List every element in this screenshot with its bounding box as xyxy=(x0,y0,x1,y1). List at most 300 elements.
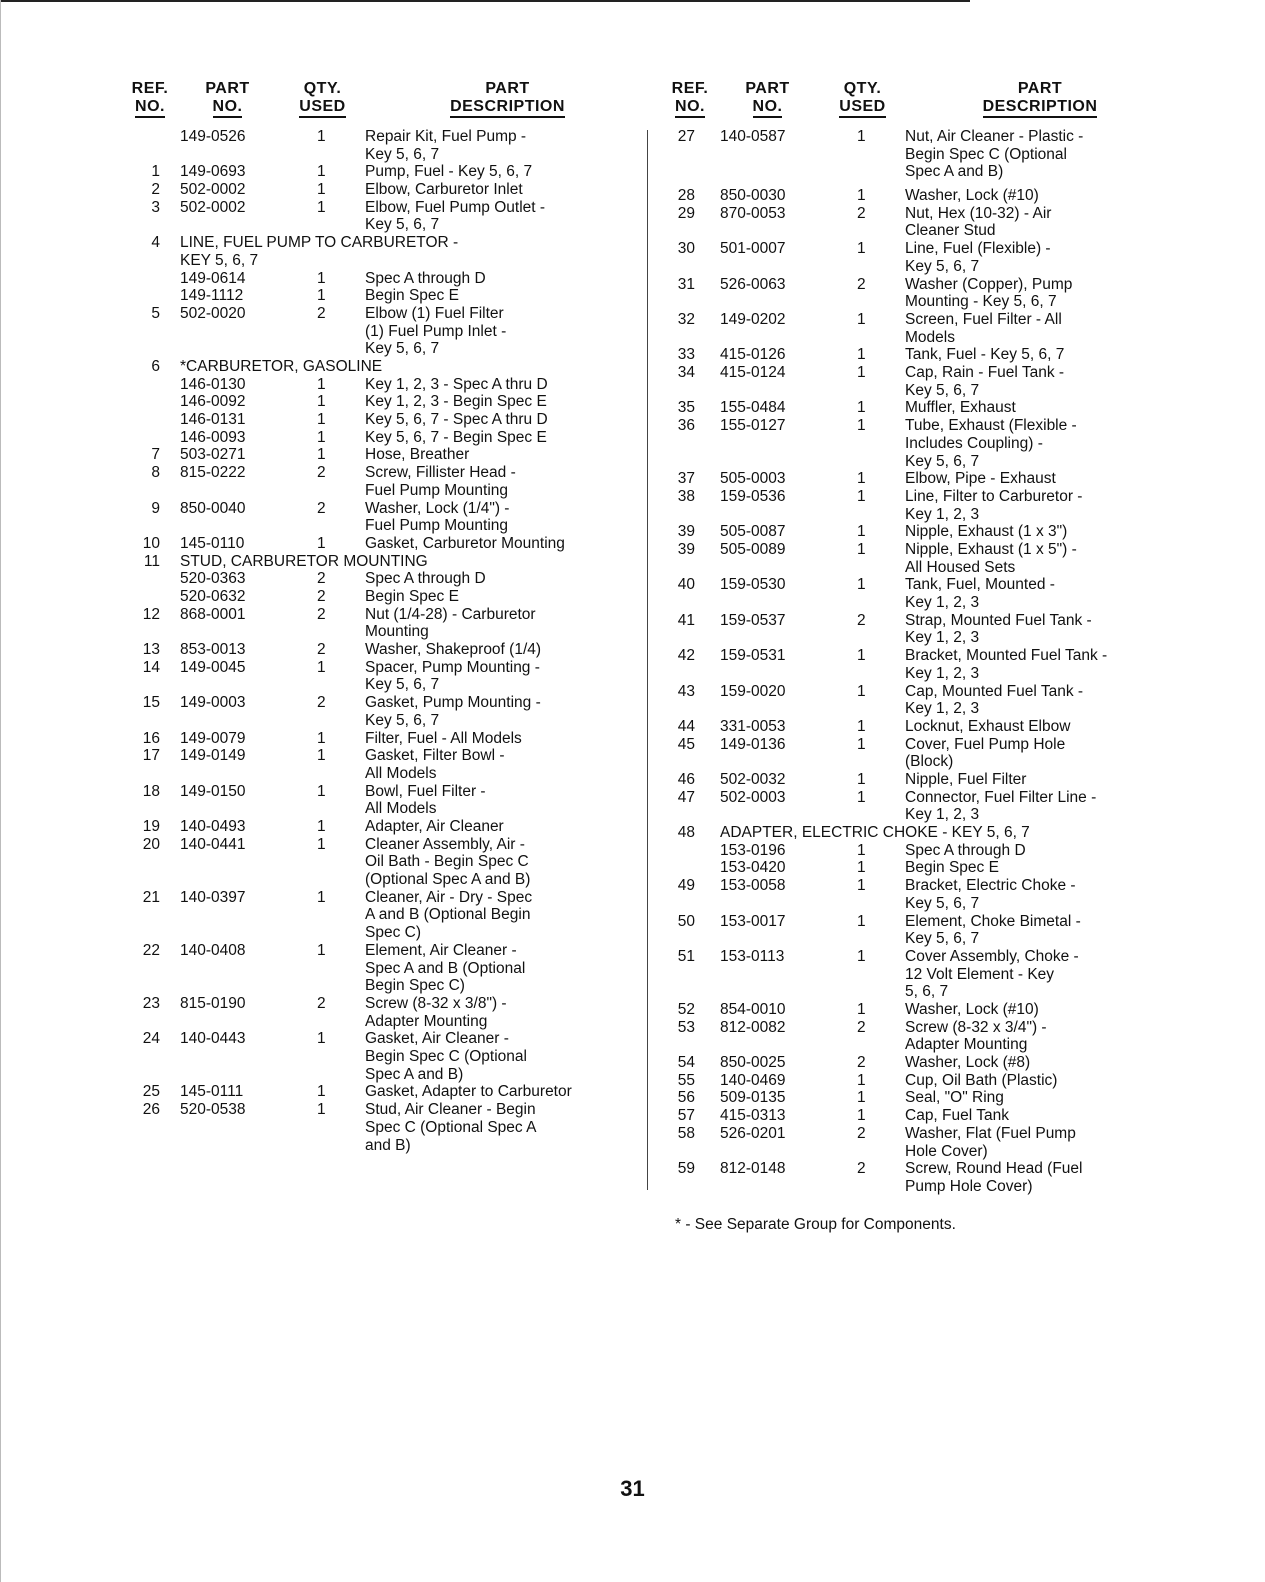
part-no-cell: 140-0397 xyxy=(180,888,246,906)
description-cell: Adapter, Air Cleaner xyxy=(365,817,504,835)
qty-cell: 1 xyxy=(857,1089,866,1107)
qty-cell: 1 xyxy=(317,198,326,216)
table-row xyxy=(665,736,1175,771)
ref-no-cell: 23 xyxy=(142,994,160,1012)
description-cell: Pump, Fuel - Key 5, 6, 7 xyxy=(365,163,533,181)
part-no-cell: 140-0408 xyxy=(180,941,246,959)
table-row xyxy=(120,181,640,199)
part-no-cell: 502-0003 xyxy=(720,788,786,806)
part-no-cell: 146-0130 xyxy=(180,375,246,393)
table-row xyxy=(665,311,1175,346)
qty-cell: 1 xyxy=(317,375,326,393)
ref-no-cell: 31 xyxy=(677,275,695,293)
part-no-cell: 520-0363 xyxy=(180,570,246,588)
table-row xyxy=(120,1083,640,1101)
table-row xyxy=(665,488,1175,523)
description-cell: Key 1, 2, 3 - Spec A thru D xyxy=(365,375,548,393)
description-cell: Tank, Fuel, Mounted - Key 1, 2, 3 xyxy=(905,576,1055,612)
column-divider xyxy=(647,130,648,1190)
ref-no-cell: 36 xyxy=(677,417,695,435)
ref-no-cell: 14 xyxy=(142,658,160,676)
qty-cell: 1 xyxy=(317,835,326,853)
description-cell: Screen, Fuel Filter - All Models xyxy=(905,310,1062,346)
table-row xyxy=(665,187,1175,205)
qty-cell: 1 xyxy=(317,181,326,199)
description-cell: Spec A through D xyxy=(905,841,1026,859)
table-row xyxy=(120,446,640,464)
part-no-cell: 520-0538 xyxy=(180,1101,246,1119)
table-row xyxy=(120,305,640,358)
table-row xyxy=(120,995,640,1030)
ref-no-cell: 47 xyxy=(677,788,695,806)
table-row xyxy=(665,1054,1175,1072)
ref-no-cell: 39 xyxy=(677,540,695,558)
qty-cell: 1 xyxy=(857,470,866,488)
description-cell: Cover Assembly, Choke - 12 Volt Element - Key 5, 6, 7 xyxy=(905,947,1079,1001)
part-no-cell: 815-0190 xyxy=(180,994,246,1012)
table-row xyxy=(120,128,640,163)
description-cell: Spec A through D xyxy=(365,570,486,588)
qty-cell: 2 xyxy=(317,464,326,482)
table-row xyxy=(120,464,640,499)
table-row xyxy=(665,913,1175,948)
qty-cell: 1 xyxy=(857,1107,866,1125)
ref-no-cell: 58 xyxy=(677,1124,695,1142)
table-row xyxy=(120,783,640,818)
ref-no-cell: 17 xyxy=(142,747,160,765)
part-no-cell: 159-0536 xyxy=(720,487,786,505)
part-no-cell: 140-0441 xyxy=(180,835,246,853)
table-row xyxy=(120,163,640,181)
part-no-cell: 526-0201 xyxy=(720,1124,786,1142)
ref-no-cell: 13 xyxy=(142,641,160,659)
table-row xyxy=(120,252,640,270)
qty-cell: 1 xyxy=(857,877,866,895)
qty-cell: 1 xyxy=(317,128,326,145)
part-no-cell: 149-0693 xyxy=(180,163,246,181)
table-row xyxy=(120,1030,640,1083)
ref-no-cell: 5 xyxy=(151,304,160,322)
part-no-cell: 853-0013 xyxy=(180,641,246,659)
qty-used-header: QTY. USED xyxy=(825,80,900,116)
description-cell: Locknut, Exhaust Elbow xyxy=(905,717,1071,735)
part-no-cell: 505-0089 xyxy=(720,540,786,558)
qty-cell: 1 xyxy=(317,287,326,305)
qty-cell: 1 xyxy=(857,576,866,594)
table-row xyxy=(665,948,1175,1001)
table-row xyxy=(665,1019,1175,1054)
qty-cell: 1 xyxy=(857,240,866,258)
qty-cell: 1 xyxy=(317,428,326,446)
ref-no-cell: 39 xyxy=(677,523,695,541)
part-no-cell: ADAPTER, ELECTRIC CHOKE - KEY 5, 6, 7 xyxy=(720,824,1030,842)
qty-cell: 1 xyxy=(317,534,326,552)
qty-cell: 2 xyxy=(317,694,326,712)
qty-cell: 1 xyxy=(317,411,326,429)
part-no-cell: LINE, FUEL PUMP TO CARBURETOR - xyxy=(180,234,459,252)
qty-cell: 1 xyxy=(857,771,866,788)
description-header: PART DESCRIPTION xyxy=(375,80,640,116)
table-row xyxy=(120,287,640,305)
ref-no-cell: 55 xyxy=(677,1071,695,1089)
table-row xyxy=(665,824,1175,842)
qty-cell: 1 xyxy=(857,1071,866,1089)
qty-cell: 2 xyxy=(857,204,866,222)
description-cell: Begin Spec E xyxy=(905,859,999,877)
qty-cell: 2 xyxy=(317,605,326,623)
description-cell: Strap, Mounted Fuel Tank - Key 1, 2, 3 xyxy=(905,611,1092,647)
part-no-cell: 812-0148 xyxy=(720,1160,786,1178)
part-no-cell: 153-0113 xyxy=(720,947,785,965)
part-no-cell: 850-0025 xyxy=(720,1054,786,1072)
table-row xyxy=(120,1101,640,1154)
part-no-cell: 153-0196 xyxy=(720,841,786,859)
ref-no-cell: 56 xyxy=(677,1089,695,1107)
ref-no-cell: 2 xyxy=(151,181,160,199)
description-cell: Bracket, Mounted Fuel Tank - Key 1, 2, 3 xyxy=(905,647,1108,682)
qty-cell: 2 xyxy=(317,994,326,1012)
ref-no-cell: 20 xyxy=(142,835,160,853)
top-border xyxy=(0,0,970,2)
table-row xyxy=(665,842,1175,860)
table-row xyxy=(665,789,1175,824)
table-row xyxy=(120,393,640,411)
ref-no-header: REF. NO. xyxy=(120,80,180,116)
part-no-cell: 140-0493 xyxy=(180,817,246,835)
table-header xyxy=(120,80,640,128)
qty-cell: 1 xyxy=(857,647,866,665)
part-no-cell: 149-0202 xyxy=(720,310,786,328)
qty-cell: 1 xyxy=(317,1030,326,1048)
ref-no-cell: 48 xyxy=(677,824,695,842)
part-no-header: PART NO. xyxy=(180,80,275,116)
ref-no-cell: 57 xyxy=(677,1107,695,1125)
description-cell: Washer, Flat (Fuel Pump Hole Cover) xyxy=(905,1124,1076,1160)
description-cell: Muffler, Exhaust xyxy=(905,399,1016,417)
table-row xyxy=(120,730,640,748)
table-row xyxy=(665,240,1175,275)
table-row xyxy=(665,346,1175,364)
ref-no-cell: 6 xyxy=(151,358,160,375)
table-row xyxy=(665,399,1175,417)
part-no-cell: 153-0420 xyxy=(720,859,786,877)
qty-cell: 2 xyxy=(857,1054,866,1072)
part-no-cell: 145-0111 xyxy=(180,1083,244,1101)
description-cell: Cleaner, Air - Dry - Spec A and B (Optional Begin Spec C) xyxy=(365,888,533,942)
qty-cell: 2 xyxy=(317,304,326,322)
ref-no-cell: 41 xyxy=(677,611,695,629)
qty-cell: 1 xyxy=(857,682,866,700)
part-no-cell: 159-0530 xyxy=(720,576,786,594)
ref-no-cell: 18 xyxy=(142,782,160,800)
ref-no-cell: 22 xyxy=(142,941,160,959)
part-no-cell: 870-0053 xyxy=(720,204,786,222)
table-row xyxy=(665,1001,1175,1019)
qty-cell: 2 xyxy=(857,1124,866,1142)
description-cell: Spec A through D xyxy=(365,269,486,287)
table-row xyxy=(665,1125,1175,1160)
qty-cell: 1 xyxy=(857,788,866,806)
ref-no-cell: 35 xyxy=(677,399,695,417)
part-no-cell: 149-0150 xyxy=(180,782,246,800)
table-row xyxy=(120,588,640,606)
description-cell: Gasket, Adapter to Carburetor xyxy=(365,1083,572,1101)
part-no-cell: 854-0010 xyxy=(720,1001,786,1019)
ref-no-cell: 38 xyxy=(677,487,695,505)
qty-cell: 1 xyxy=(857,841,866,859)
ref-no-cell: 16 xyxy=(142,729,160,747)
part-no-cell: 331-0053 xyxy=(720,717,786,735)
table-row xyxy=(665,1107,1175,1125)
ref-no-cell: 15 xyxy=(142,694,160,712)
ref-no-cell: 19 xyxy=(142,817,160,835)
description-cell: Washer, Shakeproof (1/4) xyxy=(365,641,542,659)
part-no-cell: 149-0614 xyxy=(180,269,246,287)
table-row xyxy=(665,771,1175,789)
description-cell: Element, Choke Bimetal - Key 5, 6, 7 xyxy=(905,912,1081,948)
part-no-cell: 149-0003 xyxy=(180,694,246,712)
part-no-cell: 505-0087 xyxy=(720,523,786,541)
part-no-cell: 850-0040 xyxy=(180,499,246,517)
ref-no-cell: 45 xyxy=(677,735,695,753)
description-cell: Nipple, Exhaust (1 x 3") xyxy=(905,523,1068,541)
description-cell: Tube, Exhaust (Flexible - Includes Coupling) - Key 5, 6, 7 xyxy=(905,417,1077,470)
ref-no-cell: 1 xyxy=(151,163,160,181)
description-cell: Begin Spec E xyxy=(365,287,459,305)
part-no-cell: STUD, CARBURETOR MOUNTING xyxy=(180,552,428,570)
table-row xyxy=(120,411,640,429)
table-row xyxy=(665,718,1175,736)
ref-no-cell: 37 xyxy=(677,470,695,488)
description-cell: Elbow, Fuel Pump Outlet - Key 5, 6, 7 xyxy=(365,198,546,234)
description-cell: Seal, "O" Ring xyxy=(905,1089,1004,1107)
part-no-header: PART NO. xyxy=(720,80,815,116)
description-cell: Key 1, 2, 3 - Begin Spec E xyxy=(365,393,547,411)
ref-no-cell: 30 xyxy=(677,240,695,258)
description-cell: Begin Spec E xyxy=(365,587,459,605)
description-cell: Screw (8-32 x 3/8") - Adapter Mounting xyxy=(365,994,507,1030)
qty-cell: 1 xyxy=(317,817,326,835)
part-no-cell: 149-0079 xyxy=(180,729,246,747)
ref-no-cell: 21 xyxy=(142,888,160,906)
part-no-cell: 153-0017 xyxy=(720,912,786,930)
description-cell: Nipple, Fuel Filter xyxy=(905,771,1027,788)
ref-no-cell: 49 xyxy=(677,877,695,895)
description-cell: Element, Air Cleaner - Spec A and B (Optional Begin Spec C) xyxy=(365,941,526,995)
ref-no-cell: 59 xyxy=(677,1160,695,1178)
ref-no-cell: 44 xyxy=(677,717,695,735)
table-row xyxy=(665,647,1175,682)
description-cell: Stud, Air Cleaner - Begin Spec C (Optional Spec A and B) xyxy=(365,1101,537,1154)
table-row xyxy=(665,523,1175,541)
description-cell: Nipple, Exhaust (1 x 5") - All Housed Sets xyxy=(905,540,1077,576)
qty-cell: 1 xyxy=(857,310,866,328)
ref-no-cell: 26 xyxy=(142,1101,160,1119)
part-no-cell: KEY 5, 6, 7 xyxy=(180,251,259,269)
part-no-cell: 520-0632 xyxy=(180,587,246,605)
qty-cell: 1 xyxy=(857,717,866,735)
description-cell: Elbow (1) Fuel Filter (1) Fuel Pump Inlet - Key 5, 6, 7 xyxy=(365,304,507,358)
part-no-cell: 415-0313 xyxy=(720,1107,786,1125)
table-row xyxy=(120,234,640,252)
description-cell: Elbow, Pipe - Exhaust xyxy=(905,470,1056,488)
qty-cell: 2 xyxy=(857,611,866,629)
description-cell: Gasket, Air Cleaner - Begin Spec C (Optional Spec A and B) xyxy=(365,1030,527,1083)
qty-cell: 1 xyxy=(317,729,326,747)
description-cell: Screw, Round Head (Fuel Pump Hole Cover) xyxy=(905,1160,1083,1195)
table-row xyxy=(120,747,640,782)
table-row xyxy=(665,541,1175,576)
qty-cell: 1 xyxy=(857,399,866,417)
ref-no-cell: 34 xyxy=(677,364,695,382)
part-no-cell: 509-0135 xyxy=(720,1089,786,1107)
part-no-cell: 868-0001 xyxy=(180,605,246,623)
part-no-cell: 149-0136 xyxy=(720,735,786,753)
qty-used-header: QTY. USED xyxy=(285,80,360,116)
description-cell: Bracket, Electric Choke - Key 5, 6, 7 xyxy=(905,877,1076,912)
ref-no-cell: 53 xyxy=(677,1018,695,1036)
ref-no-cell: 24 xyxy=(142,1030,160,1048)
description-cell: Gasket, Pump Mounting - Key 5, 6, 7 xyxy=(365,694,541,729)
ref-no-cell: 50 xyxy=(677,912,695,930)
description-cell: Cup, Oil Bath (Plastic) xyxy=(905,1071,1058,1089)
part-no-cell: 850-0030 xyxy=(720,187,786,205)
page-number: 31 xyxy=(620,1476,645,1501)
ref-no-cell: 51 xyxy=(677,947,695,965)
table-row xyxy=(120,358,640,376)
table-row xyxy=(120,942,640,995)
description-cell: Washer, Lock (#8) xyxy=(905,1054,1031,1072)
description-cell: Cover, Fuel Pump Hole (Block) xyxy=(905,735,1066,771)
ref-no-cell: 28 xyxy=(677,187,695,205)
table-row xyxy=(120,889,640,942)
qty-cell: 1 xyxy=(857,487,866,505)
part-no-cell: 155-0127 xyxy=(720,417,786,435)
footnote: * - See Separate Group for Components. xyxy=(675,1216,956,1233)
part-no-cell: 159-0531 xyxy=(720,647,786,665)
part-no-cell: 502-0032 xyxy=(720,771,786,788)
qty-cell: 2 xyxy=(857,1160,866,1178)
qty-cell: 1 xyxy=(317,1083,326,1101)
qty-cell: 1 xyxy=(317,1101,326,1119)
left-parts-column xyxy=(120,80,640,1154)
qty-cell: 1 xyxy=(317,269,326,287)
part-no-cell: 502-0002 xyxy=(180,181,246,199)
part-no-cell: 146-0131 xyxy=(180,411,246,429)
qty-cell: 1 xyxy=(857,364,866,382)
qty-cell: 1 xyxy=(857,947,866,965)
table-row xyxy=(120,553,640,571)
part-no-cell: *CARBURETOR, GASOLINE xyxy=(180,358,383,375)
ref-no-cell: 25 xyxy=(142,1083,160,1101)
part-no-cell: 159-0537 xyxy=(720,611,786,629)
qty-cell: 1 xyxy=(857,912,866,930)
description-cell: Washer, Lock (#10) xyxy=(905,1001,1039,1019)
table-row xyxy=(120,500,640,535)
part-no-cell: 140-0443 xyxy=(180,1030,246,1048)
table-row xyxy=(120,659,640,694)
ref-no-cell: 32 xyxy=(677,310,695,328)
description-cell: Washer, Lock (#10) xyxy=(905,187,1039,205)
description-cell: Connector, Fuel Filter Line - Key 1, 2, 3 xyxy=(905,788,1097,824)
table-row xyxy=(665,470,1175,488)
qty-cell: 1 xyxy=(317,888,326,906)
table-row xyxy=(665,1072,1175,1090)
part-no-cell: 149-0149 xyxy=(180,747,246,765)
left-edge xyxy=(0,0,1,1582)
part-no-cell: 159-0020 xyxy=(720,682,786,700)
qty-cell: 1 xyxy=(317,747,326,765)
description-cell: Gasket, Carburetor Mounting xyxy=(365,534,565,552)
qty-cell: 1 xyxy=(317,782,326,800)
ref-no-cell: 27 xyxy=(677,128,695,145)
description-cell: Nut (1/4-28) - Carburetor Mounting xyxy=(365,605,536,641)
part-no-cell: 146-0093 xyxy=(180,428,246,446)
ref-no-cell: 8 xyxy=(151,464,160,482)
description-cell: Screw, Fillister Head - Fuel Pump Mounting xyxy=(365,464,516,499)
ref-no-cell: 54 xyxy=(677,1054,695,1072)
description-cell: Washer, Lock (1/4") - Fuel Pump Mounting xyxy=(365,499,510,535)
table-row xyxy=(665,128,1175,187)
qty-cell: 1 xyxy=(317,446,326,464)
ref-no-cell: 3 xyxy=(151,198,160,216)
table-row xyxy=(665,276,1175,311)
ref-no-cell: 46 xyxy=(677,771,695,788)
table-row xyxy=(120,818,640,836)
part-no-cell: 140-0587 xyxy=(720,128,786,145)
ref-no-cell: 10 xyxy=(142,534,160,552)
part-no-cell: 153-0058 xyxy=(720,877,786,895)
table-row xyxy=(665,612,1175,647)
ref-no-cell: 7 xyxy=(151,446,160,464)
qty-cell: 1 xyxy=(857,187,866,205)
table-row xyxy=(120,570,640,588)
description-cell: Line, Filter to Carburetor - Key 1, 2, 3 xyxy=(905,487,1083,523)
part-no-cell: 149-0526 xyxy=(180,128,246,145)
qty-cell: 2 xyxy=(317,570,326,588)
description-cell: Spacer, Pump Mounting - Key 5, 6, 7 xyxy=(365,658,540,694)
table-row xyxy=(665,683,1175,718)
table-row xyxy=(120,836,640,889)
part-no-cell: 501-0007 xyxy=(720,240,786,258)
table-row xyxy=(120,641,640,659)
part-no-cell: 502-0002 xyxy=(180,198,246,216)
description-cell: Gasket, Filter Bowl - All Models xyxy=(365,747,505,782)
table-row xyxy=(665,576,1175,611)
table-row xyxy=(120,270,640,288)
right-parts-column xyxy=(665,80,1175,1196)
qty-cell: 1 xyxy=(317,393,326,411)
part-no-cell: 149-0045 xyxy=(180,658,246,676)
part-no-cell: 526-0063 xyxy=(720,275,786,293)
table-row xyxy=(665,859,1175,877)
table-row xyxy=(120,606,640,641)
qty-cell: 1 xyxy=(317,941,326,959)
description-cell: Screw (8-32 x 3/4") - Adapter Mounting xyxy=(905,1018,1047,1054)
qty-cell: 1 xyxy=(857,859,866,877)
table-row xyxy=(665,877,1175,912)
ref-no-cell: 11 xyxy=(143,552,160,570)
ref-no-header: REF. NO. xyxy=(665,80,715,116)
ref-no-cell: 4 xyxy=(151,234,160,252)
description-cell: Cap, Mounted Fuel Tank - Key 1, 2, 3 xyxy=(905,682,1084,718)
description-cell: Key 5, 6, 7 - Begin Spec E xyxy=(365,428,547,446)
part-no-cell: 505-0003 xyxy=(720,470,786,488)
ref-no-cell: 43 xyxy=(677,682,695,700)
ref-no-cell: 33 xyxy=(677,346,695,364)
description-cell: Cap, Fuel Tank xyxy=(905,1107,1009,1125)
table-row xyxy=(665,1160,1175,1195)
